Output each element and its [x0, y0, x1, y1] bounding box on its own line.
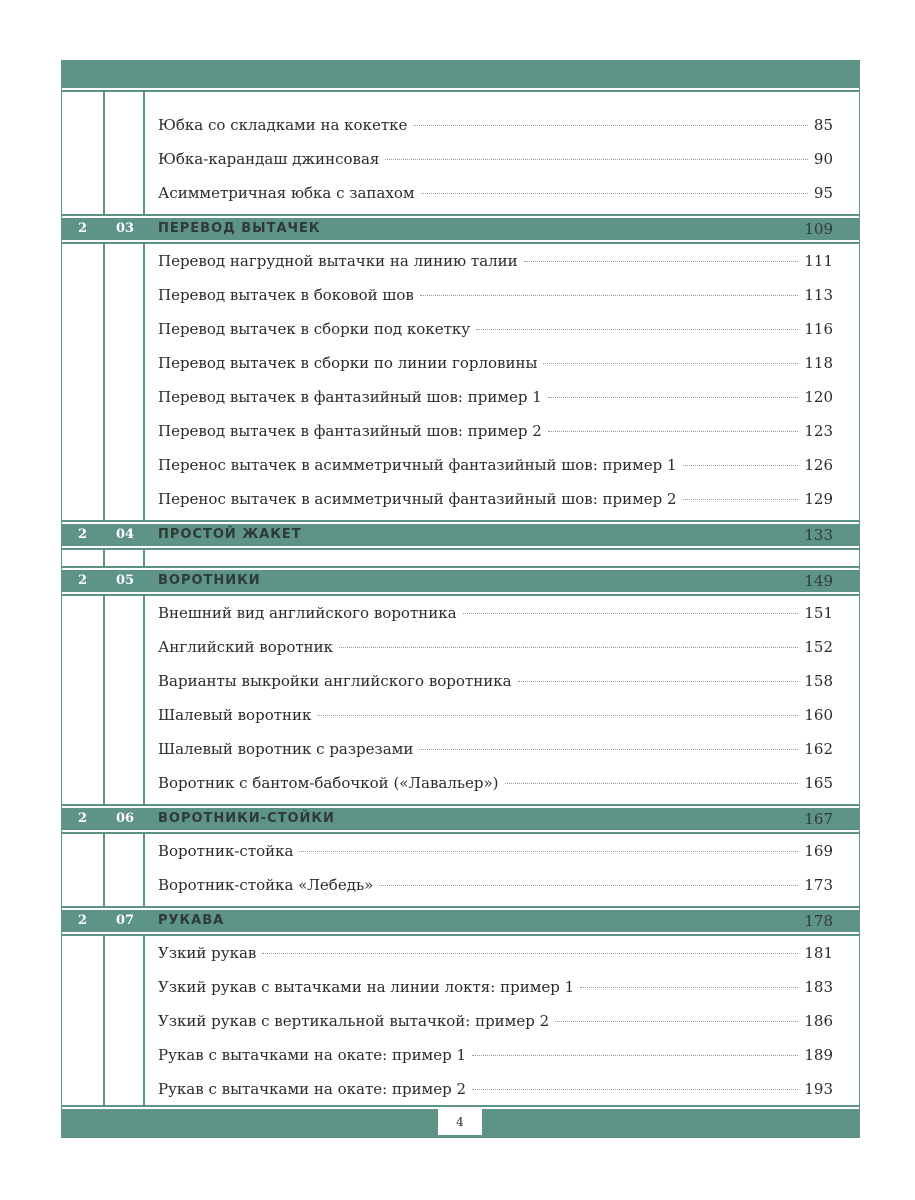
- entry-page: 189: [804, 1046, 833, 1064]
- entry-page: 186: [804, 1012, 833, 1030]
- entry-page: 152: [804, 638, 833, 656]
- entry-page: 95: [813, 184, 833, 202]
- dot-leader: [476, 329, 798, 330]
- section-chapter-number: 07: [115, 913, 135, 928]
- dot-leader: [543, 363, 798, 364]
- entry-page: 126: [804, 456, 833, 474]
- bottom-line: [62, 1135, 859, 1137]
- toc-entry[interactable]: [158, 941, 833, 965]
- section-header[interactable]: [62, 568, 859, 594]
- toc-entry[interactable]: [158, 147, 833, 171]
- toc-entry[interactable]: [158, 975, 833, 999]
- entry-title: Воротник-стойка «Лебедь»: [158, 876, 374, 894]
- section-page: 178: [804, 912, 833, 930]
- toc-entry[interactable]: [158, 249, 833, 273]
- column-divider-1: [103, 90, 105, 1105]
- toc-entry[interactable]: [158, 453, 833, 477]
- entry-title: Узкий рукав: [158, 944, 257, 962]
- dot-leader: [580, 987, 798, 988]
- toc-entry[interactable]: [158, 635, 833, 659]
- toc-entry[interactable]: [158, 873, 833, 897]
- entry-page: 151: [804, 604, 833, 622]
- toc-entry[interactable]: [158, 113, 833, 137]
- section-part-number: 2: [77, 527, 88, 542]
- entry-title: Варианты выкройки английского воротника: [158, 672, 512, 690]
- section-title: ВОРОТНИКИ-СТОЙКИ: [158, 811, 335, 826]
- toc-entry[interactable]: [158, 419, 833, 443]
- entry-title: Внешний вид английского воротника: [158, 604, 457, 622]
- entry-page: 129: [804, 490, 833, 508]
- entry-title: Перевод вытачек в фантазийный шов: пример 1: [158, 388, 542, 406]
- toc-entry[interactable]: [158, 283, 833, 307]
- entry-page: 113: [804, 286, 833, 304]
- dot-leader: [683, 499, 799, 500]
- entry-page: 158: [804, 672, 833, 690]
- dot-leader: [555, 1021, 798, 1022]
- section-chapter-number: 03: [115, 221, 135, 236]
- section-header[interactable]: [62, 908, 859, 934]
- dot-leader: [472, 1055, 798, 1056]
- dot-leader: [463, 613, 799, 614]
- toc-entry[interactable]: [158, 1009, 833, 1033]
- dot-leader: [548, 431, 799, 432]
- entry-title: Рукав с вытачками на окате: пример 2: [158, 1080, 467, 1098]
- toc-entry[interactable]: [158, 487, 833, 511]
- section-header[interactable]: [62, 806, 859, 832]
- entry-title: Узкий рукав с вертикальной вытачкой: пример 2: [158, 1012, 550, 1030]
- entry-page: 120: [804, 388, 833, 406]
- section-page: 133: [804, 526, 833, 544]
- entry-page: 181: [804, 944, 833, 962]
- entry-page: 160: [804, 706, 833, 724]
- section-chapter-number: 04: [115, 527, 135, 542]
- toc-entry[interactable]: [158, 839, 833, 863]
- dot-leader: [413, 125, 808, 126]
- entry-page: 111: [804, 252, 833, 270]
- entry-page: 116: [804, 320, 833, 338]
- dot-leader: [683, 465, 799, 466]
- top-band: [62, 61, 859, 90]
- entry-page: 183: [804, 978, 833, 996]
- entry-title: Перевод вытачек в боковой шов: [158, 286, 414, 304]
- section-page: 149: [804, 572, 833, 590]
- section-title: РУКАВА: [158, 913, 225, 928]
- dot-leader: [299, 851, 798, 852]
- section-chapter-number: 05: [115, 573, 135, 588]
- entry-title: Перенос вытачек в асимметричный фантазийный шов: пример 1: [158, 456, 677, 474]
- dot-leader: [379, 885, 798, 886]
- section-part-number: 2: [77, 573, 88, 588]
- toc-entry[interactable]: [158, 1043, 833, 1067]
- toc-entry[interactable]: [158, 703, 833, 727]
- toc-entry[interactable]: [158, 601, 833, 625]
- entry-page: 85: [813, 116, 833, 134]
- toc-entry[interactable]: [158, 317, 833, 341]
- dot-leader: [339, 647, 798, 648]
- section-title: ПРОСТОЙ ЖАКЕТ: [158, 527, 302, 542]
- entry-page: 169: [804, 842, 833, 860]
- entry-title: Перевод вытачек в сборки по линии горловины: [158, 354, 538, 372]
- section-page: 109: [804, 220, 833, 238]
- dot-leader: [548, 397, 799, 398]
- dot-leader: [524, 261, 799, 262]
- entry-title: Воротник с бантом-бабочкой («Лавальер»): [158, 774, 499, 792]
- toc-frame: [61, 60, 860, 1138]
- entry-title: Шалевый воротник с разрезами: [158, 740, 414, 758]
- entry-page: 90: [813, 150, 833, 168]
- dot-leader: [420, 295, 799, 296]
- entry-title: Юбка со складками на кокетке: [158, 116, 408, 134]
- section-header[interactable]: [62, 216, 859, 242]
- entry-title: Перевод вытачек в фантазийный шов: пример 2: [158, 422, 542, 440]
- entry-page: 193: [804, 1080, 833, 1098]
- section-page: 167: [804, 810, 833, 828]
- dot-leader: [505, 783, 799, 784]
- section-header[interactable]: [62, 522, 859, 548]
- section-part-number: 2: [77, 811, 88, 826]
- entry-title: Асимметричная юбка с запахом: [158, 184, 415, 202]
- toc-entry[interactable]: [158, 737, 833, 761]
- entry-page: 162: [804, 740, 833, 758]
- dot-leader: [419, 749, 798, 750]
- section-part-number: 2: [77, 221, 88, 236]
- entry-title: Рукав с вытачками на окате: пример 1: [158, 1046, 467, 1064]
- toc-entry[interactable]: [158, 181, 833, 205]
- entry-page: 118: [804, 354, 833, 372]
- section-part-number: 2: [77, 913, 88, 928]
- section-title: ВОРОТНИКИ: [158, 573, 261, 588]
- dot-leader: [317, 715, 798, 716]
- entry-title: Юбка-карандаш джинсовая: [158, 150, 380, 168]
- toc-entry[interactable]: [158, 351, 833, 375]
- section-title: ПЕРЕВОД ВЫТАЧЕК: [158, 221, 321, 236]
- entry-title: Перевод вытачек в сборки под кокетку: [158, 320, 471, 338]
- toc-entry[interactable]: [158, 669, 833, 693]
- entry-title: Перевод нагрудной вытачки на линию талии: [158, 252, 518, 270]
- entry-title: Шалевый воротник: [158, 706, 312, 724]
- toc-entry[interactable]: [158, 385, 833, 409]
- entry-title: Воротник-стойка: [158, 842, 294, 860]
- dot-leader: [518, 681, 799, 682]
- entry-page: 123: [804, 422, 833, 440]
- dot-leader: [421, 193, 808, 194]
- entry-title: Перенос вытачек в асимметричный фантазийный шов: пример 2: [158, 490, 677, 508]
- entry-page: 165: [804, 774, 833, 792]
- dot-leader: [262, 953, 798, 954]
- toc-entry[interactable]: [158, 771, 833, 795]
- entry-title: Узкий рукав с вытачками на линии локтя: пример 1: [158, 978, 575, 996]
- column-divider-2: [143, 90, 145, 1105]
- page-number: 4: [435, 1109, 485, 1135]
- dot-leader: [385, 159, 808, 160]
- section-chapter-number: 06: [115, 811, 135, 826]
- bottom-band: [62, 1107, 859, 1135]
- dot-leader: [472, 1089, 798, 1090]
- entry-page: 173: [804, 876, 833, 894]
- entry-title: Английский воротник: [158, 638, 334, 656]
- toc-entry[interactable]: [158, 1077, 833, 1101]
